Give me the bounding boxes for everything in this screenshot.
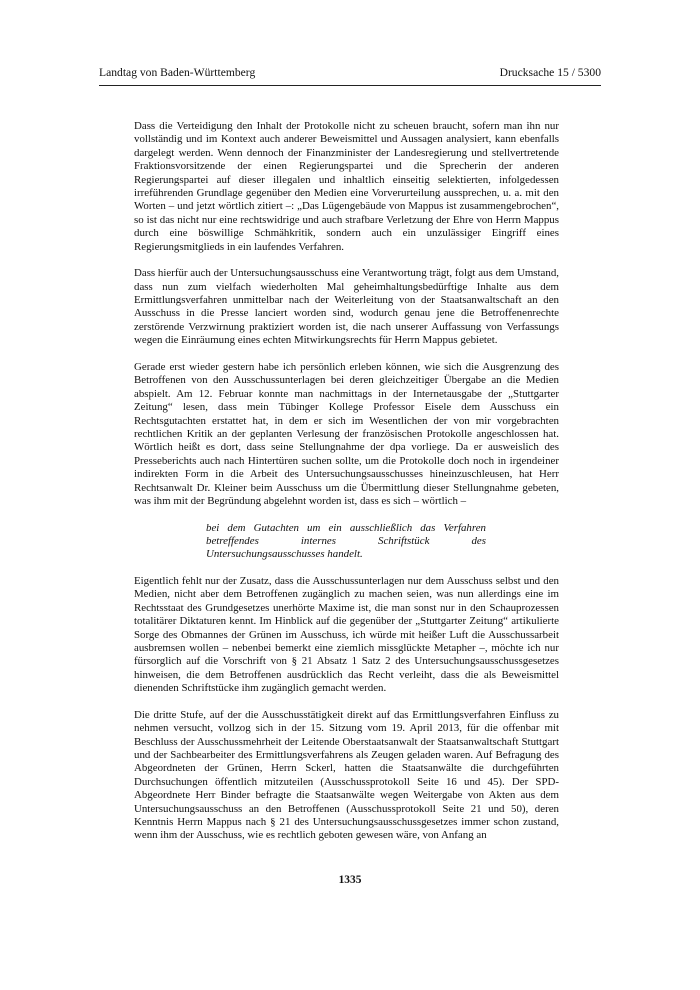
page-number: 1335	[338, 874, 362, 886]
header-right: Drucksache 15 / 5300	[499, 66, 601, 79]
paragraph: Die dritte Stufe, auf der die Ausschusstätigkeit direkt auf das Ermittlungsverfahren Einfluss zu nehmen versucht, vollzog sich in der 15. Sitzung vom 19. April 2013, für die offenbar mit Beschluss der Ausschussmehrheit der Leitende Oberstaatsanwalt der Staatsanwaltschaft Stuttgart und der Sachbearbeiter des Ermittlungsverfahrens als Zeugen geladen waren. Auf Befragung des Abgeordneten der Grünen, Herrn Sckerl, hatten die Staatsanwälte die durchgeführten Durchsuchungen öffentlich mitzuteilen (Ausschussprotokoll Seite 16 und 45). Der SPD-Abgeordnete Herr Binder befragte die Staatsanwälte wegen Weitergabe von Akten aus dem Untersuchungsausschuss an den Betroffenen (Ausschussprotokoll Seite 21 und 50), deren Kenntnis Herrn Mappus nach § 21 des Untersuchungsausschussgesetzes immer schon zustand, wenn ihm der Ausschuss, wie es rechtlich geboten gewesen wäre, von Anfang an	[134, 708, 559, 842]
page-header	[99, 66, 601, 80]
header-left: Landtag von Baden-Württemberg	[99, 66, 256, 79]
header-rule	[99, 85, 601, 86]
paragraph: Dass die Verteidigung den Inhalt der Protokolle nicht zu scheuen braucht, sofern man ihn nur vollständig und im Kontext auch anderer Beweismittel und Aussagen analysiert, kann ebenfalls dargelegt werden. Wenn dennoch der Finanzminister der Landesregierung und stellvertretende Fraktionsvorsitzende der einen Regierungspartei und die Sprecherin der anderen Regierungspartei auf dieser illegalen und inhaltlich einseitig selektierten, infolgedessen irreführenden Grundlage gegenüber den Medien eine Vorverurteilung aussprechen, u. a. mit den Worten – und jetzt wörtlich zitiert –: „Das Lügengebäude von Mappus ist zusammengebrochen“, so ist das nicht nur eine rechtswidrige und auch strafbare Verletzung der Ehre von Herrn Mappus durch eine böswillige Schmähkritik, sondern auch ein unzulässiger Eingriff eines Regierungsmitglieds in ein laufendes Verfahren.	[134, 120, 559, 253]
block-quote: bei dem Gutachten um ein ausschließlich das Verfahren betreffendes internes Schriftstück des Untersuchungsausschusses handelt.	[206, 521, 486, 561]
document-body	[134, 120, 559, 856]
paragraph: Gerade erst wieder gestern habe ich persönlich erleben können, wie sich die Ausgrenzung des Betroffenen von den Ausschussunterlagen bei deren gleichzeitiger Übergabe an die Medien abspielt. Am 12. Februar konnte man nachmittags in der Internetausgabe der „Stuttgarter Zeitung“ lesen, dass mein Tübinger Kollege Professor Eisele dem Ausschuss ein Rechtsgutachten erstattet hat, in dem er sich im Wesentlichen der von mir vorgebrachten rechtlichen Kritik an der geplanten Verlesung der französischen Protokolle angeschlossen hat. Wörtlich heißt es dort, dass seine Stellungnahme der dpa vorliege. Da er ausweislich des Presseberichts auch nach Hintertüren suchen sollte, um die Protokolle doch noch in irgendeiner indirekten Form in die Arbeit des Untersuchungsausschusses hineinzuschleusen, hat Herr Rechtsanwalt Dr. Kleiner beim Ausschuss um die Übermittlung dieser Stellungnahme gebeten, was ihm mit der Begründung abgelehnt worden ist, dass es sich – wörtlich –	[134, 360, 559, 507]
paragraph: Dass hierfür auch der Untersuchungsausschuss eine Verantwortung trägt, folgt aus dem Umstand, dass nun zum vielfach wiederholten Mal geheimhaltungsbedürftige Inhalte aus dem Ermittlungsverfahren unmittelbar nach der Weiterleitung von der Staatsanwaltschaft an den Ausschuss in die Presse lanciert worden sind, wodurch genau jene die Betroffenenrechte zerstörende Verzwirnung praktiziert worden ist, die nach unserer Auffassung von Verfassungs wegen die Einräumung eines echten Mitwirkungsrechts für Herrn Mappus gebietet.	[134, 267, 559, 347]
paragraph: Eigentlich fehlt nur der Zusatz, dass die Ausschussunterlagen nur dem Ausschuss selbst und den Medien, nicht aber dem Betroffenen zugänglich zu machen seien, was nun allerdings eine im Rechtsstaat des Grundgesetzes unerhörte Maxime ist, die man sonst nur in den Schauprozessen totalitärer Diktaturen kennt. Im Hinblick auf die gegenüber der „Stuttgarter Zeitung“ artikulierte Sorge des Obmannes der Grünen im Ausschuss, ich würde mit heißer Luft die Ausschussarbeit ausbremsen wollen – nebenbei bemerkt eine ziemlich missglückte Metapher –, möchte ich nur fürsorglich auf die Vorschrift von § 21 Absatz 1 Satz 2 des Untersuchungsausschussgesetzes hinweisen, die dem Betroffenen ausdrücklich das Recht verleiht, dass die als Beweismittel dienenden Schriftstücke ihm zugänglich gemacht werden.	[134, 574, 559, 695]
